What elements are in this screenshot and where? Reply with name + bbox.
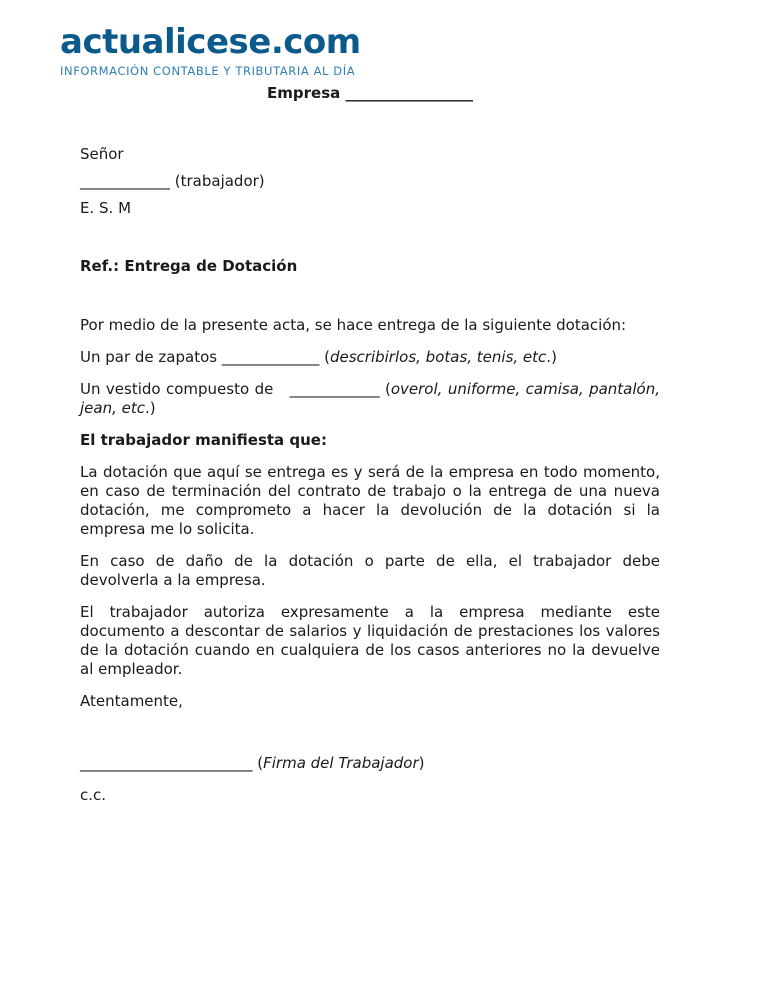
esm-line: E. S. M [80, 199, 132, 217]
item-suit-text: Un vestido compuesto de ____________ ( [80, 380, 391, 398]
document-body [80, 145, 665, 805]
logo-name: actualicese.com [60, 22, 361, 62]
worker-line: ____________ (trabajador) [80, 172, 265, 190]
item-suit-examples: overol, uniforme, camisa, pantalón, jean, etc [80, 380, 665, 417]
item-shoes-end: .) [546, 348, 557, 366]
actualicese-logo [60, 22, 361, 78]
reference-line: Ref.: Entrega de Dotación [80, 257, 298, 275]
paragraph-damage: En caso de daño de la dotación o parte de ella, el trabajador debe devolverla a la empresa. [80, 552, 660, 589]
signature-label: Firma del Trabajador [263, 754, 419, 772]
signature-line [80, 754, 660, 773]
logo-tagline: INFORMACIÓN CONTABLE Y TRIBUTARIA AL DÍA [60, 64, 356, 78]
item-suit [80, 380, 665, 418]
signature-end: ) [418, 754, 425, 772]
closing: Atentamente, [80, 692, 183, 710]
declaration-heading: El trabajador manifiesta que: [80, 431, 327, 449]
item-shoes-examples: describirlos, botas, tenis, etc [329, 348, 547, 366]
item-suit-end: .) [145, 399, 156, 417]
signature-blank: _______________________ ( [80, 754, 264, 772]
item-shoes-text: Un par de zapatos _____________ ( [80, 348, 330, 366]
item-shoes [80, 348, 660, 367]
cc-line: c.c. [80, 786, 107, 804]
company-header: Empresa _________________ [267, 84, 473, 102]
intro-paragraph: Por medio de la presente acta, se hace entrega de la siguiente dotación: [80, 316, 627, 334]
paragraph-ownership: La dotación que aquí se entrega es y será de la empresa en todo momento, en caso de terminación del contrato de trabajo o la entrega de una nueva dotación, me comprometo a hacer la devolución de la dotación si la empresa me lo solicita. [80, 463, 660, 538]
salutation: Señor [80, 145, 124, 163]
paragraph-authorization: El trabajador autoriza expresamente a la empresa mediante este documento a descontar de salarios y liquidación de prestaciones los valores de la dotación cuando en cualquiera de los casos anteriores no la devuelve al empleador. [80, 603, 660, 678]
